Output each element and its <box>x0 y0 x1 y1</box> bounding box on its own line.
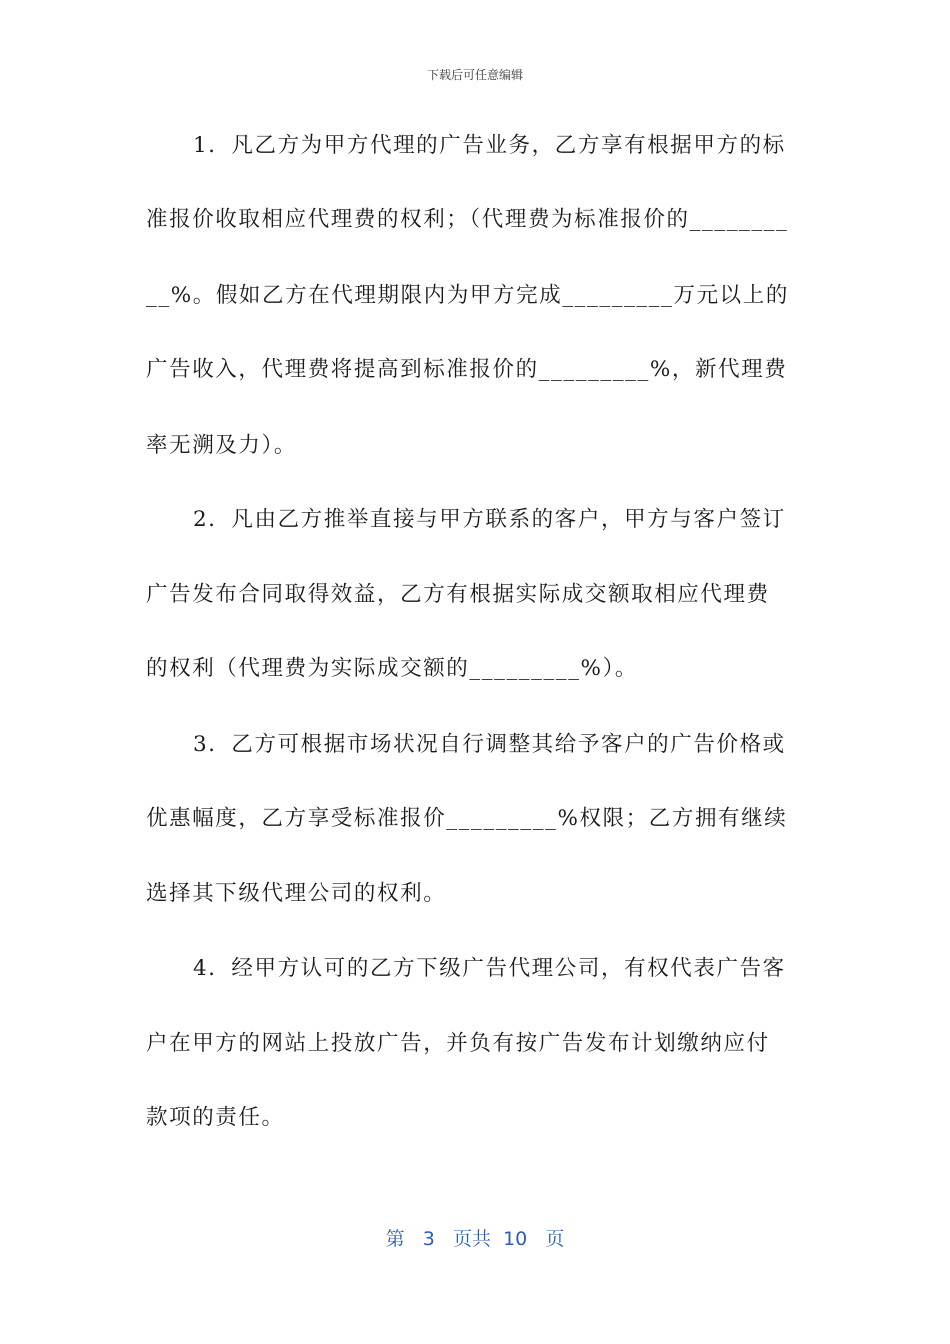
paragraph-3-line-2: 优惠幅度，乙方享受标准报价_________%权限；乙方拥有继续 <box>146 806 788 831</box>
paragraph-2-line-3: 的权利（代理费为实际成交额的_________%）。 <box>146 656 639 681</box>
paragraph-1-line-2: 准报价收取相应代理费的权利；（代理费为标准报价的________ <box>146 207 789 232</box>
paragraph-1-line-4: 广告收入，代理费将提高到标准报价的_________%，新代理费 <box>146 357 788 382</box>
paragraph-2-line-2: 广告发布合同取得效益，乙方有根据实际成交额取相应代理费 <box>146 582 770 607</box>
paragraph-1-line-5: 率无溯及力）。 <box>146 433 297 458</box>
footer-total-pages: 10 <box>503 1228 528 1250</box>
paragraph-3-line-1: 3．乙方可根据市场状况自行调整其给予客户的广告价格或 <box>193 732 786 757</box>
paragraph-4-line-2: 户在甲方的网站上投放广告，并负有按广告发布计划缴纳应付 <box>146 1031 770 1056</box>
footer-middle: 页共 <box>452 1228 491 1250</box>
paragraph-4-line-1: 4．经甲方认可的乙方下级广告代理公司，有权代表广告客 <box>193 956 786 981</box>
footer-current-page: 3 <box>422 1228 435 1250</box>
paragraph-2-line-1: 2．凡由乙方推举直接与甲方联系的客户，甲方与客户签订 <box>193 507 786 532</box>
page-footer <box>0 1224 950 1251</box>
paragraph-4-line-3: 款项的责任。 <box>146 1105 285 1130</box>
paragraph-3-line-3: 选择其下级代理公司的权利。 <box>146 881 447 906</box>
footer-suffix: 页 <box>545 1228 565 1250</box>
footer-prefix: 第 <box>385 1228 405 1250</box>
paragraph-1-line-3: __%。假如乙方在代理期限内为甲方完成_________万元以上的 <box>146 283 789 308</box>
paragraph-1-line-1: 1．凡乙方为甲方代理的广告业务，乙方享有根据甲方的标 <box>193 133 786 158</box>
page-header: 下载后可任意编辑 <box>426 68 523 82</box>
